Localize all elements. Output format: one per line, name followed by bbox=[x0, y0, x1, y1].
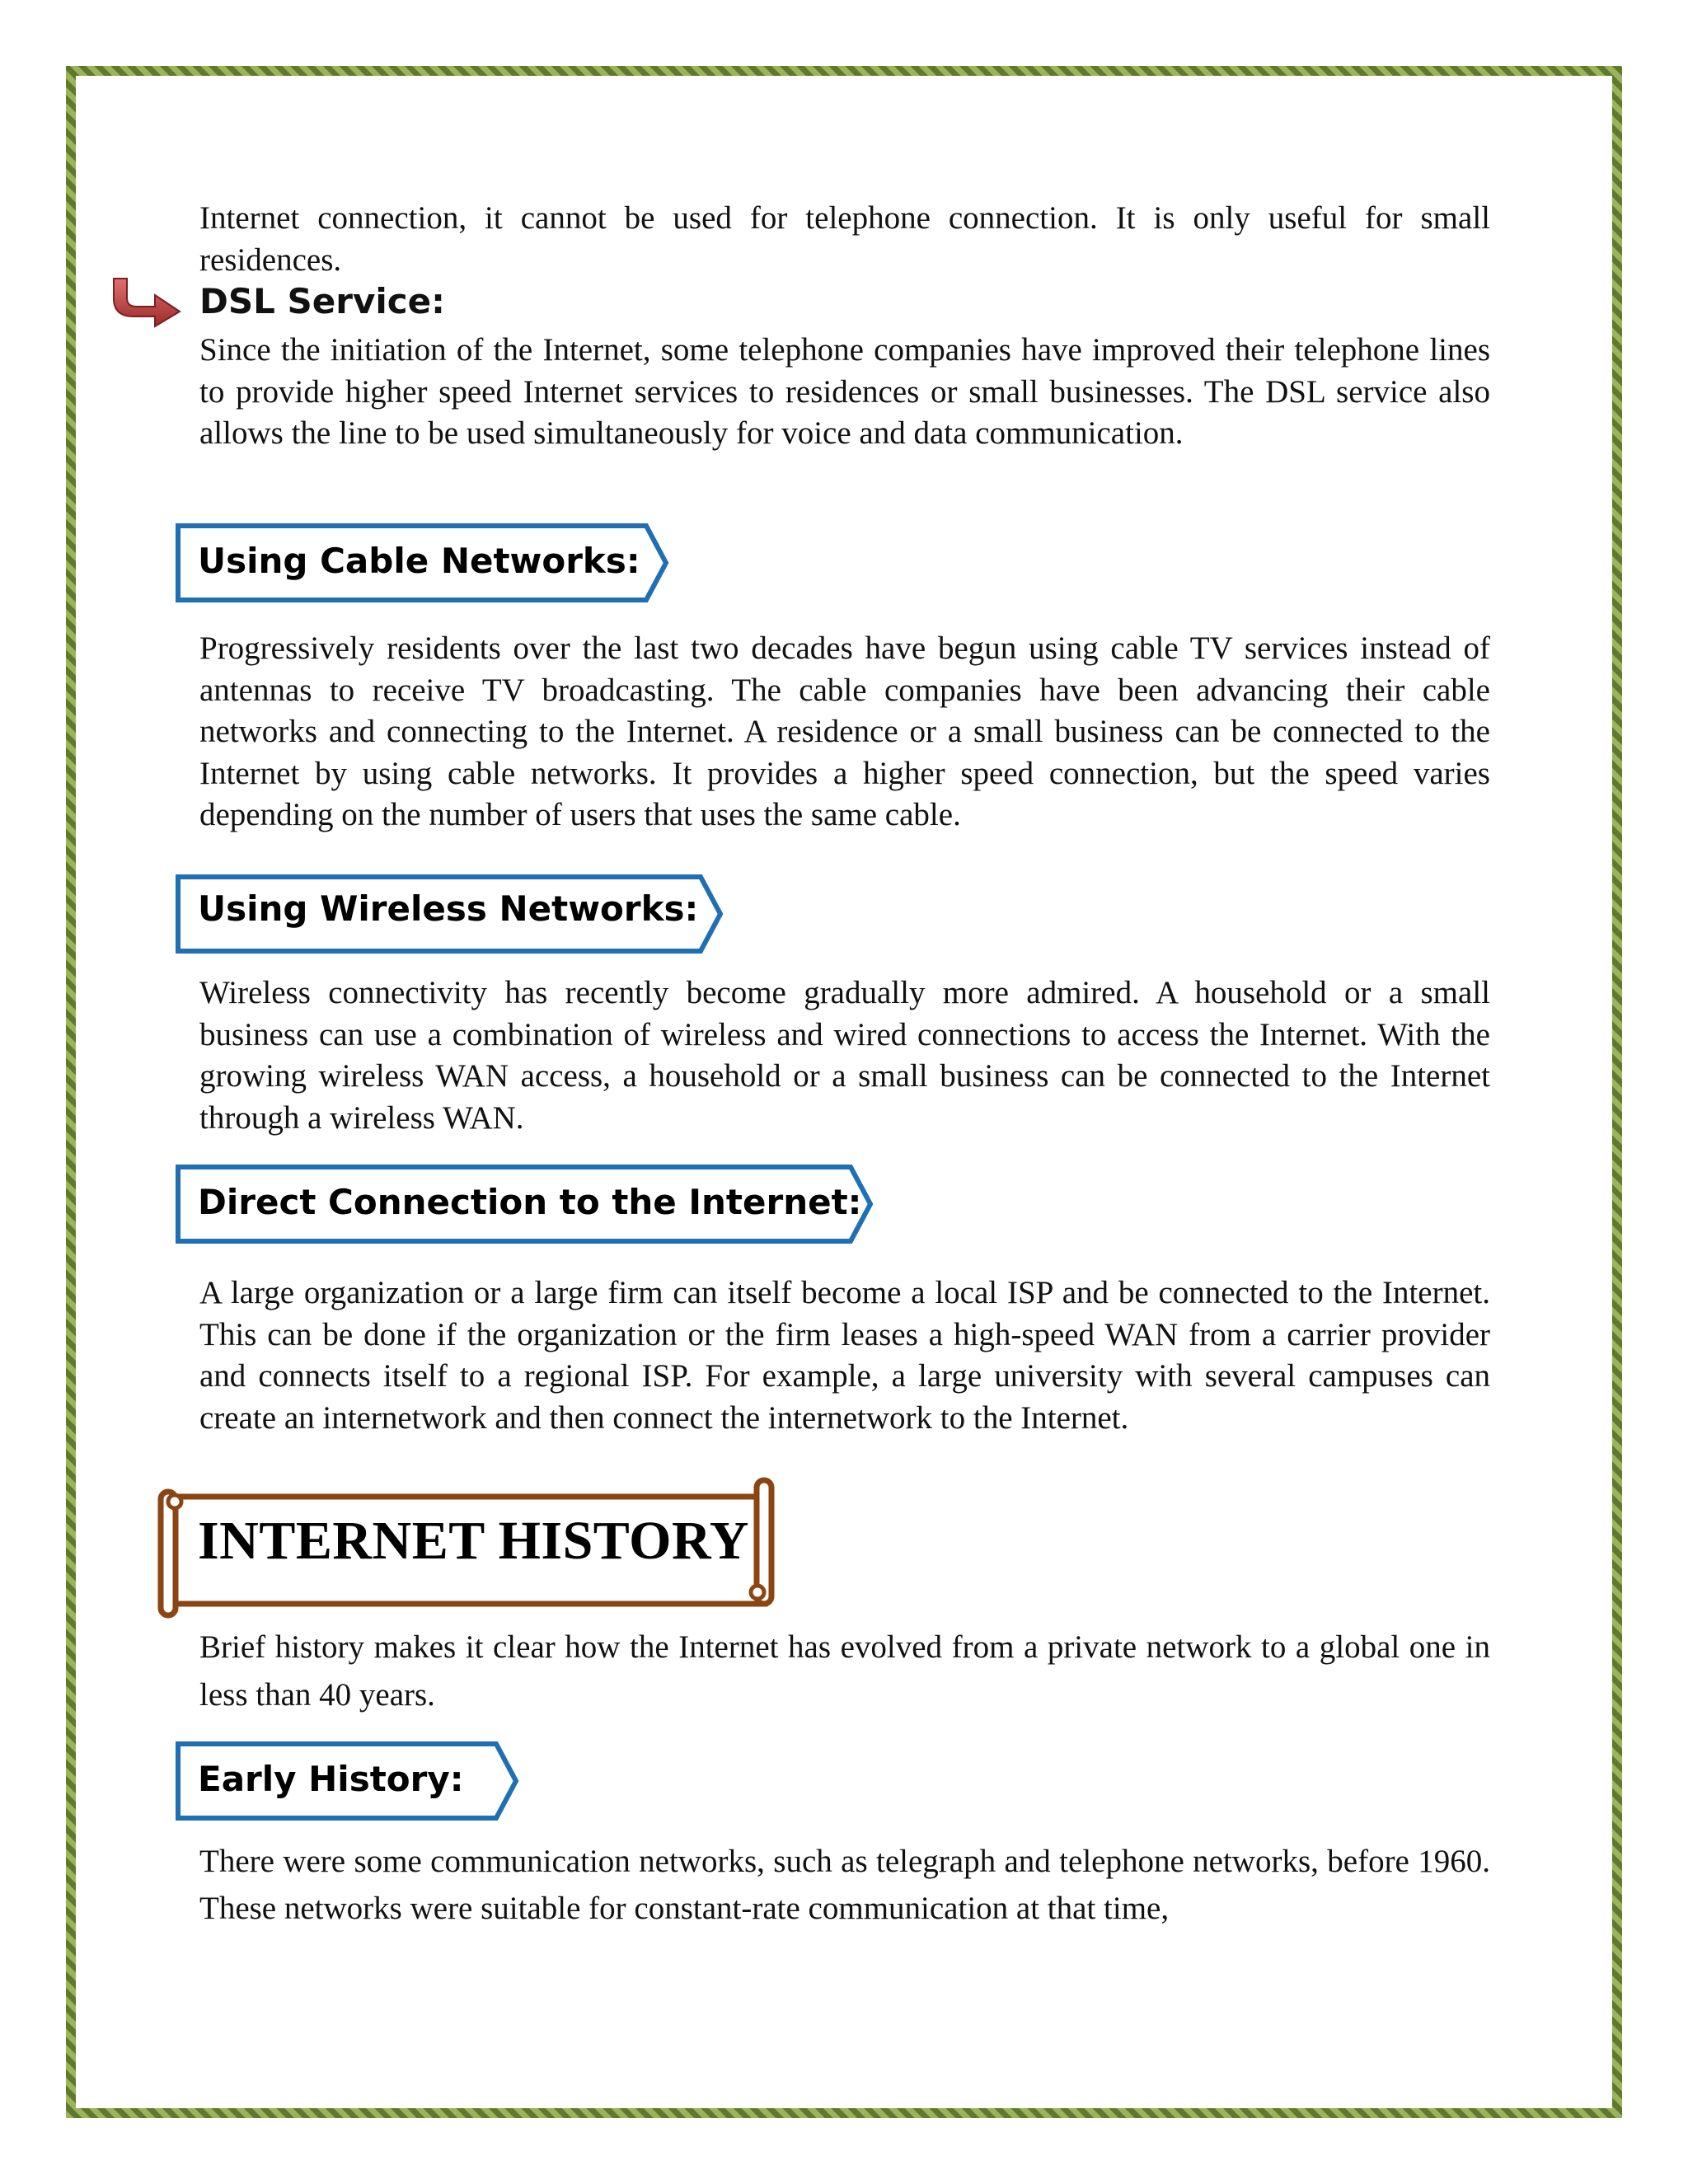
direct-heading-box bbox=[175, 1164, 874, 1244]
intro-paragraph: Internet connection, it cannot be used for telephone connection. It is only useful for small residences. bbox=[199, 200, 1490, 278]
wireless-heading-box bbox=[175, 874, 724, 954]
history-paragraph: Brief history makes it clear how the Internet has evolved from a private network to a global one in less than 40 years. bbox=[199, 1629, 1490, 1713]
wireless-heading: Using Wireless Networks: bbox=[198, 888, 699, 929]
internet-history-title: INTERNET HISTORY bbox=[198, 1511, 749, 1571]
direct-heading: Direct Connection to the Internet: bbox=[198, 1182, 862, 1222]
early-heading: Early History: bbox=[198, 1759, 464, 1799]
cable-paragraph: Progressively residents over the last two decades have begun using cable TV services instead of antennas to receive TV broadcasting. The cable companies have been advancing their cable networks and connecting to the Internet. A residence or a small business can be connected to the Internet by using cable networks. It provides a higher speed connection, but the speed varies depending on the number of users that uses the same cable. bbox=[199, 630, 1490, 832]
early-heading-box bbox=[175, 1741, 519, 1821]
early-paragraph: There were some communication networks, such as telegraph and telephone networks, before 1960. These networks were suitable for constant-rate communication at that time, bbox=[199, 1844, 1490, 1926]
wireless-paragraph: Wireless connectivity has recently become gradually more admired. A household or a small business can use a combination of wireless and wired connections to access the Internet. With the growing wireless WAN access, a household or a small business can be connected to the Internet through a wireless WAN. bbox=[199, 975, 1490, 1136]
cable-heading-box bbox=[175, 523, 669, 603]
cable-heading: Using Cable Networks: bbox=[198, 541, 640, 581]
curved-arrow-icon bbox=[109, 274, 183, 328]
direct-paragraph: A large organization or a large firm can itself become a local ISP and be connected to the Internet. This can be done if the organization or the firm leases a high-speed WAN from a carrier provider and connects itself to a regional ISP. For example, a large university with several campuses can create an internetwork and then connect the internetwork to the Internet. bbox=[199, 1275, 1490, 1436]
dsl-heading: DSL Service: bbox=[199, 281, 445, 321]
internet-history-scroll bbox=[157, 1475, 783, 1624]
dsl-paragraph: Since the initiation of the Internet, some telephone companies have improved their telephone lines to provide higher speed Internet services to residences or small businesses. The DSL service also allows the line to be used simultaneously for voice and data communication. bbox=[199, 332, 1490, 451]
